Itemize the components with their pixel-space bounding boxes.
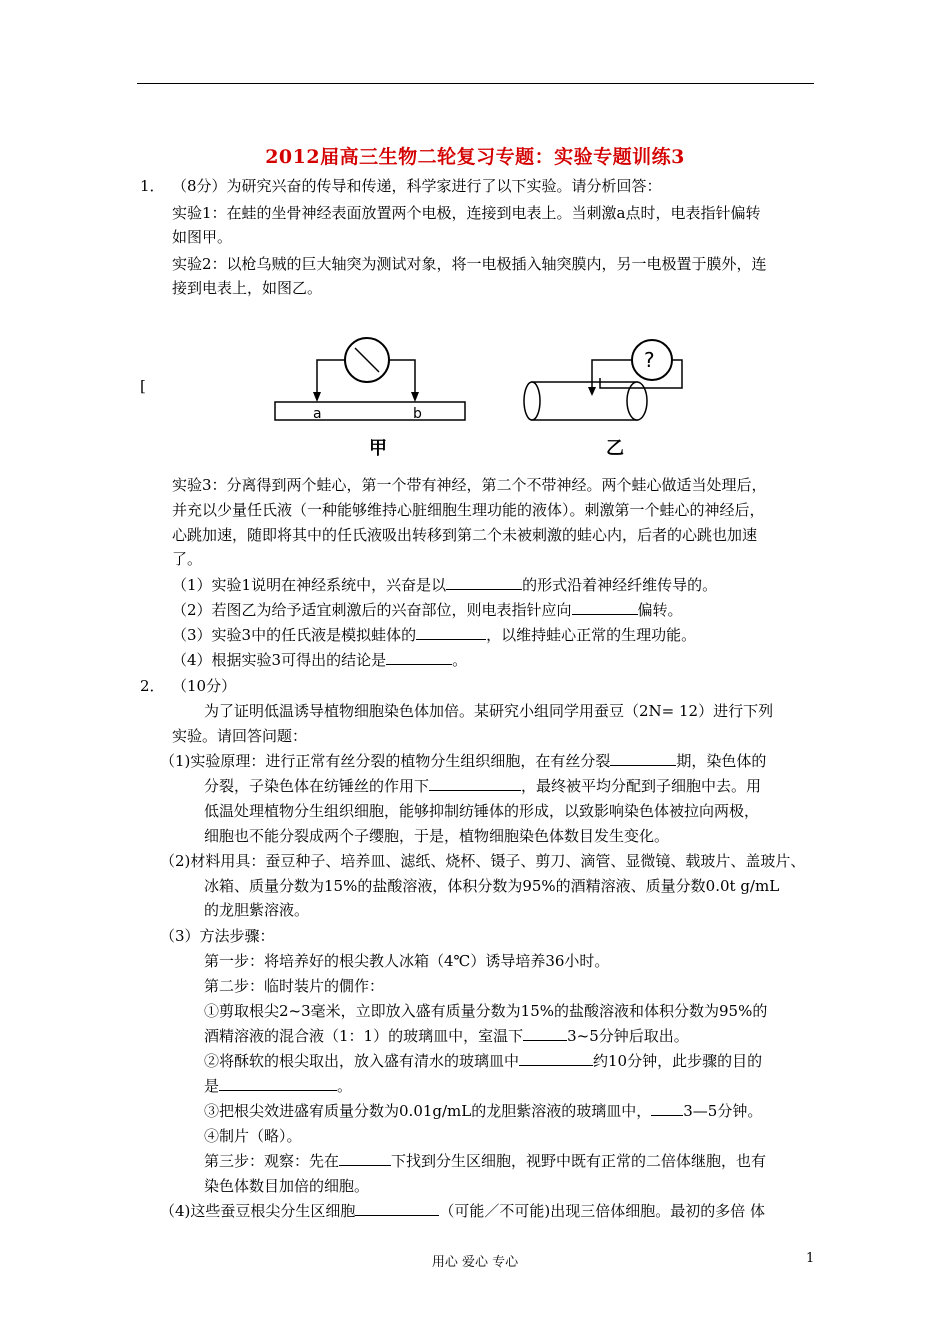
- meter-question: ?: [644, 348, 655, 372]
- answer-blank: [429, 776, 521, 791]
- label-b: b: [413, 406, 422, 422]
- q2-intro-line2: 实验。请回答问题：: [172, 727, 308, 745]
- answer-blank: [386, 650, 452, 665]
- page-number: 1: [806, 1251, 815, 1266]
- arrow-right: [411, 392, 419, 402]
- header-rule: [137, 83, 814, 84]
- page-title: 2012届高三生物二轮复习专题：实验专题训练3: [265, 146, 685, 168]
- q1-sub1: （1）实验1说明在神经系统中，兴奋是以 的形式沿着神经纤维传导的。: [172, 576, 718, 594]
- q2-c3: ③把根尖效进盛宥质量分数为0.01g/mL的龙胆紫溶液的玻璃皿中， 3—5分钟。: [204, 1102, 763, 1120]
- q1-exp1-line2: 如图甲。: [172, 228, 233, 246]
- wire-left: [317, 360, 345, 396]
- q1-exp2-line2: 接到电表上，如图乙。: [172, 279, 323, 297]
- q2-p1-line4: 细胞也不能分裂成两个子缨胞，于是，植物细胞染色体数目发生变化。: [204, 827, 670, 845]
- q1-exp3-line2: 并充以少量任氏液（一种能够维持心脏细胞生理功能的液体）。刺激第一个蛙心的神经后，: [172, 501, 765, 519]
- figure-jia: [265, 330, 475, 465]
- q2-c2-line2: 是 。: [204, 1077, 353, 1095]
- q1-exp3-line1: 实验3：分离得到两个蛙心，第一个带有神经，第二个不带神经。两个蛙心做适当处理后，: [172, 476, 767, 494]
- q2-c4: ④制片（略）。: [204, 1127, 302, 1145]
- answer-blank: [446, 575, 522, 590]
- answer-blank: [651, 1101, 683, 1116]
- q1-exp1-line1: 实验1：在蛙的坐骨神经表面放置两个电极，连接到电表上。当刺激a点时，电表指针偏转: [172, 204, 761, 222]
- q2-step3-line2: 染色体数目加倍的细胞。: [204, 1177, 370, 1195]
- answer-blank: [519, 1051, 593, 1066]
- q1-exp2-line1: 实验2：以枪乌贼的巨大轴突为测试对象，将一电极插入轴突膜内，另一电极置于膜外，连: [172, 255, 767, 273]
- answer-blank: [610, 751, 676, 766]
- figure-yi: [522, 330, 697, 465]
- q1-intro: （8分）为研究兴奋的传导和传递，科学家进行了以下实验。请分析回答：: [172, 177, 662, 195]
- q2-p1-line1: （1)实验原理：进行正常有丝分裂的植物分生组织细胞，在有丝分裂 期，染色体的: [160, 752, 767, 770]
- q1-sub2: （2）若图乙为给予适宜刺激后的兴奋部位，则电表指针应向 偏转。: [172, 601, 683, 619]
- q1-exp3-line3: 心跳加速，随即将其中的任氏液吸出转移到第二个未被刺激的蛙心内，后者的心跳也加速: [172, 526, 758, 544]
- q2-c1-line2: 酒精溶液的混合液（1：1）的玻璃皿中，室温下 3~5分钟后取出。: [204, 1027, 689, 1045]
- q1-sub3: （3）实验3中的任氏液是模拟蛙体的 ，以维持蛙心正常的生理功能。: [172, 626, 697, 644]
- answer-blank: [523, 1026, 567, 1041]
- q2-p3: （3）方法步骤：: [160, 927, 275, 945]
- q2-p2-line1: （2)材料用具：蚕豆种子、培养皿、滤纸、烧杯、镊子、剪刀、滴管、显微镜、载玻片、盖玻片、: [160, 852, 806, 870]
- q2-p1-line2: 分裂，子染色体在纺锤丝的作用下 ，最终被平均分配到子细胞中去。用: [204, 777, 762, 795]
- q2-p2-line2: 冰箱、质量分数为15%的盐酸溶液，体积分数为95%的酒精溶液、质量分数0.0t g/mL: [204, 877, 780, 895]
- q2-score: （10分）: [172, 677, 237, 695]
- arrow-left: [313, 392, 321, 402]
- answer-blank: [355, 1201, 439, 1216]
- answer-blank: [219, 1076, 337, 1091]
- q2-c1-line1: ①剪取根尖2~3毫米，立即放入盛有质量分数为15%的盐酸溶液和体积分数为95%的: [204, 1002, 768, 1020]
- q2-step3-line1: 第三步：观察：先在 下找到分生区细胞，视野中既有正常的二倍体继胞，也有: [204, 1152, 767, 1170]
- answer-blank: [572, 600, 638, 615]
- nerve-bar: [275, 402, 465, 420]
- answer-blank: [416, 625, 486, 640]
- q2-p1-line3: 低温处理植物分生组织细胞，能够抑制纺锤体的形成，以致影响染色体被拉向两极，: [204, 802, 760, 820]
- axon-start: [524, 382, 540, 420]
- q2-step1: 第一步：将培养好的根尖教人冰箱（4℃）诱导培养36小时。: [204, 952, 610, 970]
- label-a: a: [313, 406, 322, 422]
- q1-exp3-line4: 了。: [172, 550, 203, 568]
- page-footer: 用心 爱心 专心: [431, 1255, 519, 1270]
- caption-jia: 甲: [369, 438, 387, 459]
- caption-yi: 乙: [606, 438, 624, 459]
- q2-intro-line1: 为了证明低温诱导植物细胞染色体加倍。某研究小组同学用蚕豆（2N= 12）进行下列: [204, 702, 774, 720]
- wire-right: [389, 360, 415, 396]
- q2-step2: 第二步：临时装片的僩作：: [204, 977, 385, 995]
- q2-p2-line3: 的龙胆紫溶液。: [204, 901, 310, 919]
- q2-p4: （4)这些蚕豆根尖分生区细胞 （可能／不可能)出现三倍体细胞。最初的多倍 体: [160, 1202, 766, 1220]
- answer-blank: [339, 1151, 391, 1166]
- q2-c2-line1: ②将酥软的根尖取出，放入盛有清水的玻璃皿中 约10分钟，此步骤的目的: [204, 1052, 763, 1070]
- q1-number: 1．: [140, 177, 165, 195]
- stray-bracket: [: [140, 377, 146, 395]
- q2-number: 2．: [140, 677, 165, 695]
- q1-sub4: （4）根据实验3可得出的结论是 。: [172, 651, 468, 669]
